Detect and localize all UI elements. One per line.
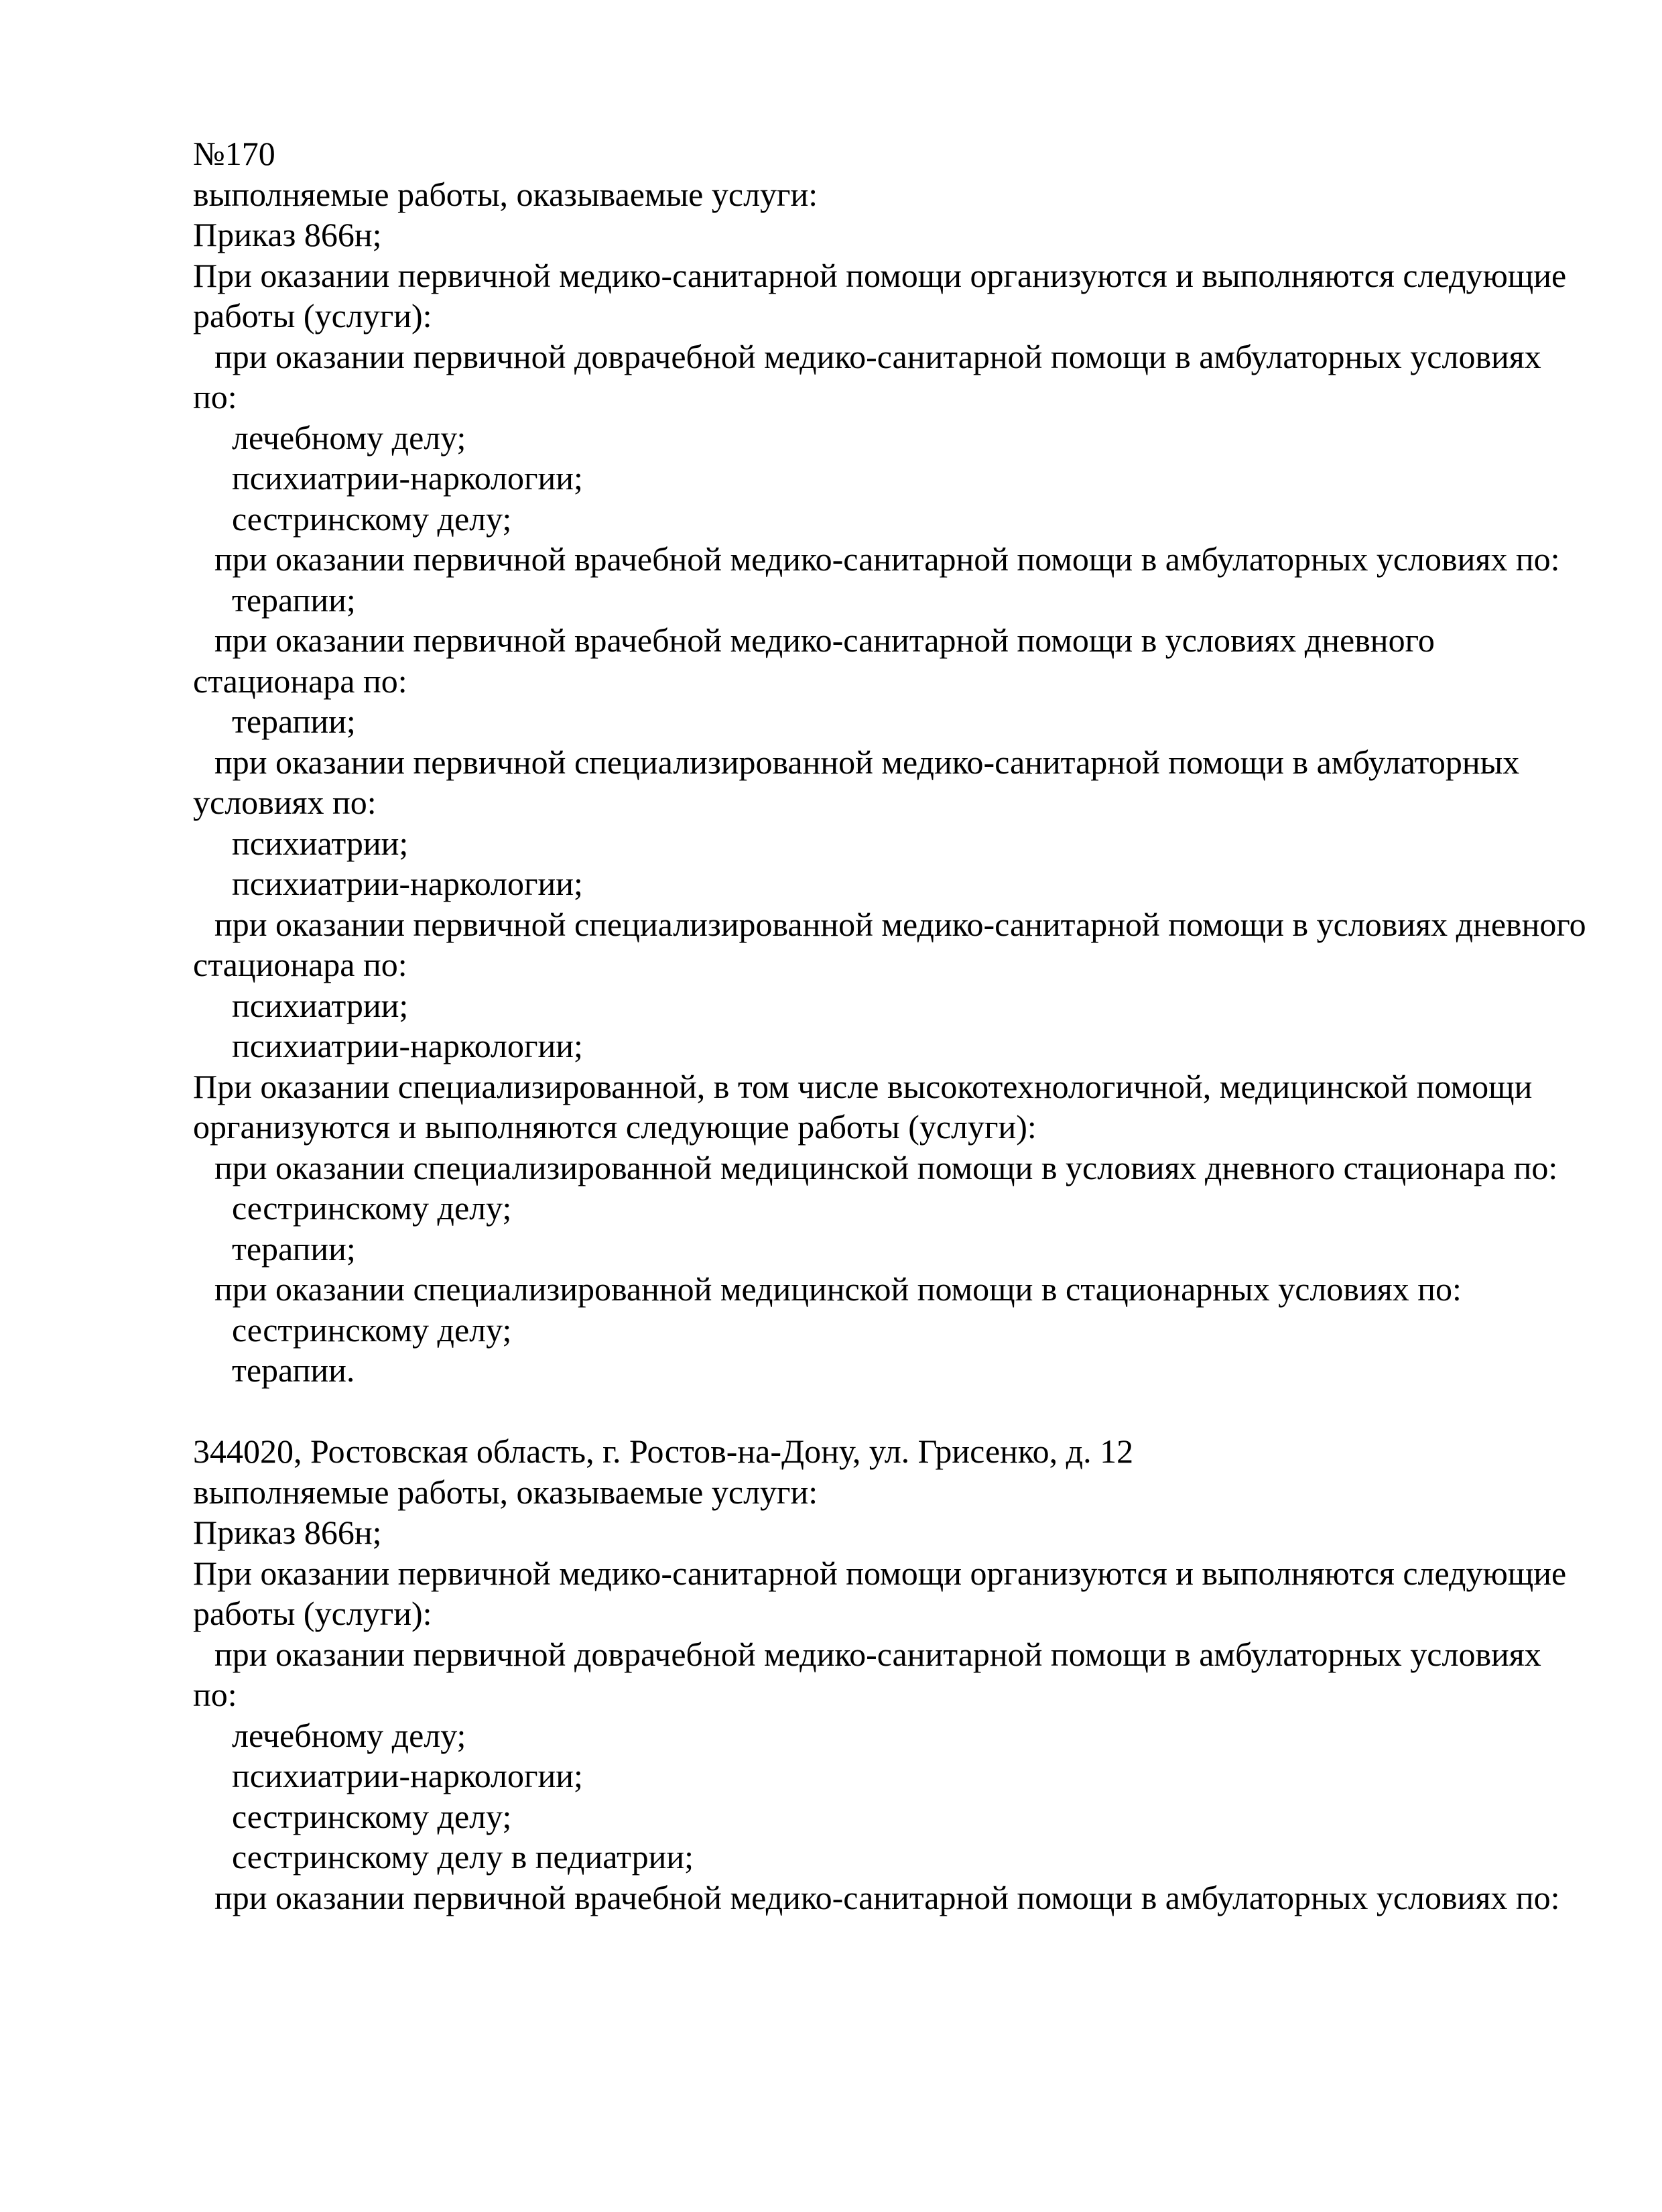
text-line: сестринскому делу; [232, 1189, 512, 1227]
text-line: сестринскому делу; [232, 1797, 512, 1835]
text-line: выполняемые работы, оказываемые услуги: [193, 1473, 818, 1511]
text-line: психиатрии-наркологии; [232, 1027, 583, 1064]
text-line: При оказании первичной медико-санитарной помощи организуются и выполняются следующие [193, 1554, 1567, 1592]
text-line: психиатрии-наркологии; [232, 459, 583, 497]
text-line: при оказании специализированной медицинской помощи в стационарных условиях по: [214, 1270, 1462, 1308]
document-text [193, 133, 1586, 1918]
text-line: терапии. [232, 1351, 355, 1389]
text-line: при оказании первичной доврачебной медико-санитарной помощи в амбулаторных условиях [214, 337, 1541, 375]
text-line: Приказ 866н; [193, 1514, 382, 1551]
text-line: выполняемые работы, оказываемые услуги: [193, 175, 818, 213]
text-line: лечебному делу; [232, 1716, 466, 1754]
text-line: сестринскому делу; [232, 1310, 512, 1349]
text-line: стационара по: [193, 662, 407, 700]
text-line: сестринскому делу; [232, 499, 512, 538]
text-line: психиатрии; [232, 824, 409, 862]
text-line: работы (услуги): [193, 1595, 432, 1632]
text-line: при оказании специализированной медицинской помощи в условиях дневного стационара по: [214, 1148, 1558, 1186]
text-line: лечебному делу; [232, 418, 466, 456]
text-line: условиях по: [193, 784, 377, 821]
text-line: терапии; [232, 702, 356, 740]
text-line: №170 [193, 135, 275, 172]
text-line: организуются и выполняются следующие работы (услуги): [193, 1108, 1037, 1146]
text-line: 344020, Ростовская область, г. Ростов-на-Дону, ул. Грисенко, д. 12 [193, 1432, 1134, 1470]
text-line: стационара по: [193, 946, 407, 983]
text-line [193, 1391, 1574, 1432]
text-line: при оказании первичной доврачебной медико-санитарной помощи в амбулаторных условиях [214, 1635, 1541, 1673]
text-line: Приказ 866н; [193, 216, 382, 253]
text-line: терапии; [232, 1229, 356, 1268]
text-line: психиатрии-наркологии; [232, 865, 583, 902]
text-line: при оказании первичной врачебной медико-санитарной помощи в условиях дневного [214, 621, 1435, 659]
text-line: При оказании первичной медико-санитарной помощи организуются и выполняются следующие [193, 256, 1567, 294]
text-line: по: [193, 378, 237, 416]
text-line: При оказании специализированной, в том числе высокотехнологичной, медицинской помощи [193, 1067, 1533, 1105]
text-line: сестринскому делу в педиатрии; [232, 1838, 694, 1876]
text-line: терапии; [232, 580, 356, 619]
text-line: при оказании первичной специализированной медико-санитарной помощи в амбулаторных [214, 743, 1520, 781]
text-line: работы (услуги): [193, 297, 432, 334]
text-line: при оказании первичной специализированной медико-санитарной помощи в условиях дневного [214, 905, 1586, 943]
text-line: психиатрии; [232, 986, 409, 1024]
text-line: психиатрии-наркологии; [232, 1757, 583, 1794]
text-line: при оказании первичной врачебной медико-санитарной помощи в амбулаторных условиях по: [214, 540, 1560, 578]
text-line: по: [193, 1676, 237, 1713]
text-line: при оказании первичной врачебной медико-санитарной помощи в амбулаторных условиях по: [214, 1878, 1560, 1916]
